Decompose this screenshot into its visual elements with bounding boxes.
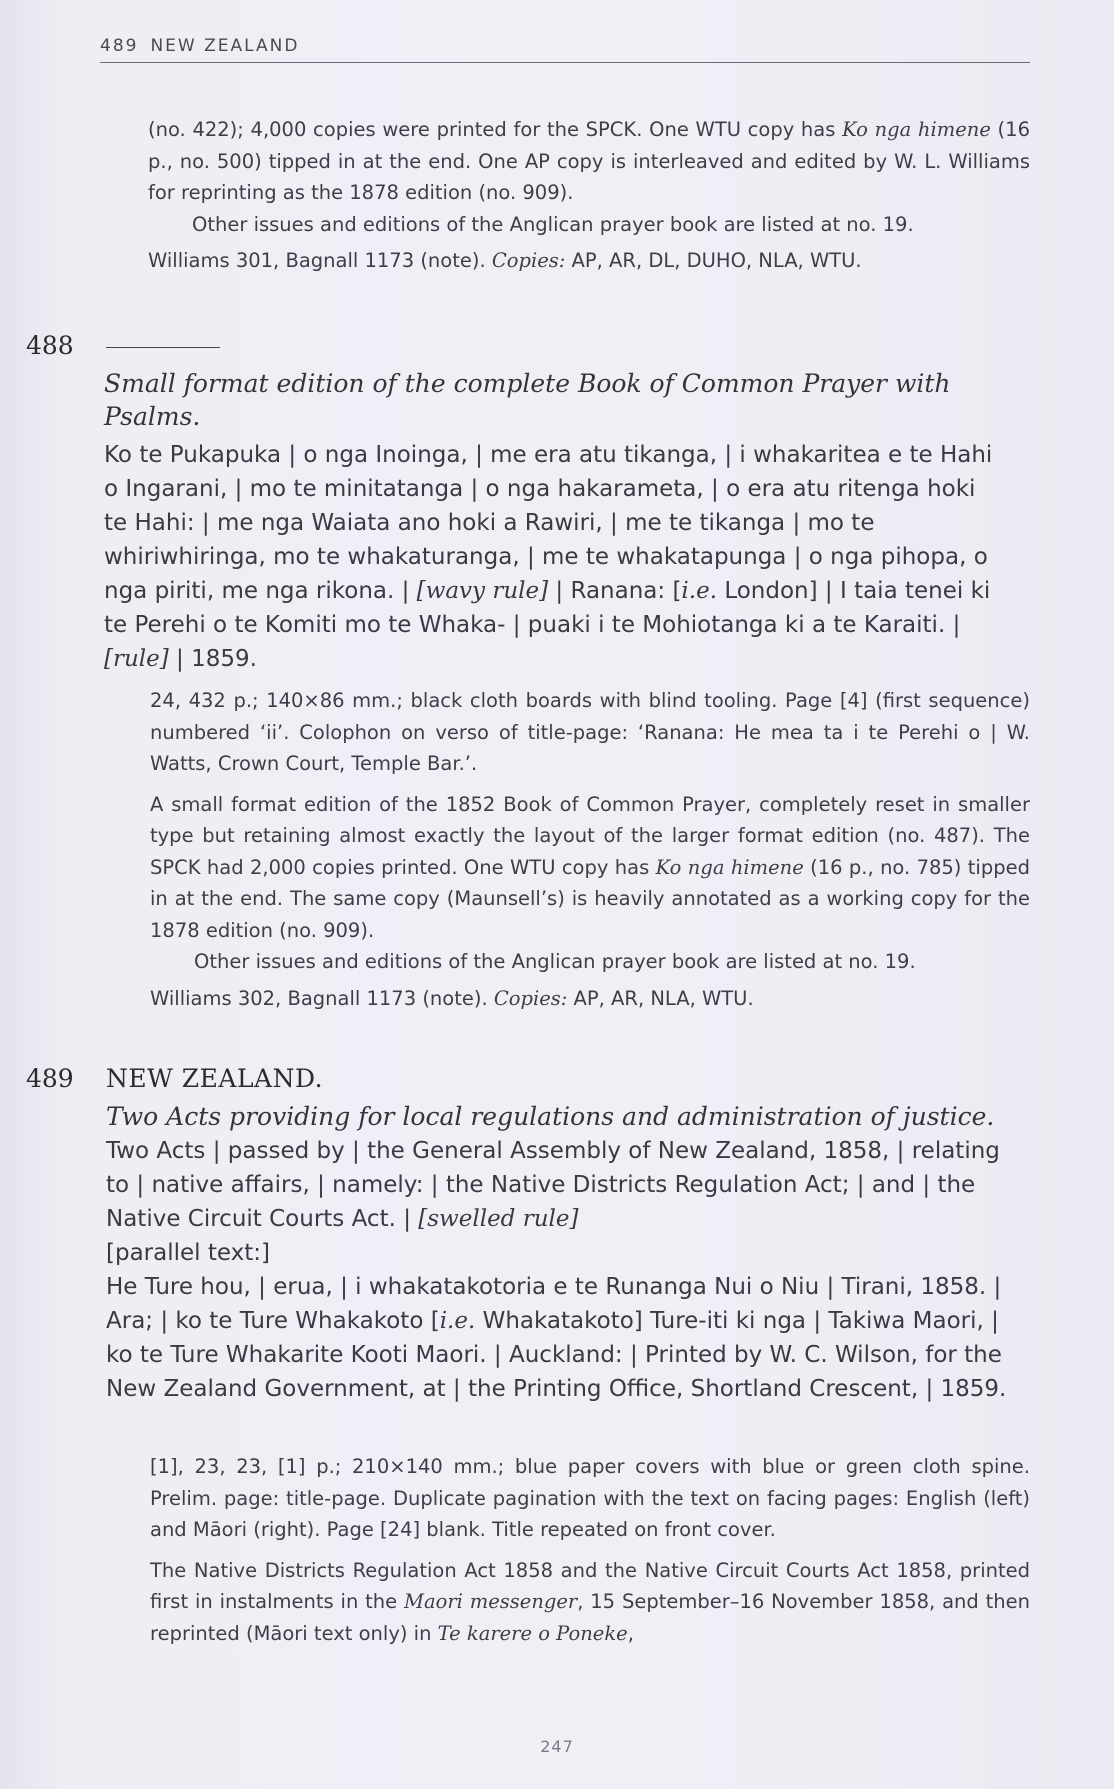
running-head — [100, 36, 1030, 63]
running-head-title: NEW ZEALAND — [150, 36, 300, 56]
prev-note: (no. 422); 4,000 copies were printed for the SPCK. One WTU copy has Ko nga himene (16 p., no. 500) tipped in at the end. One AP copy is interleaved and edited by W. L. Williams for reprinting as the 1878 edition (no. 909). — [148, 118, 1030, 204]
entry-489-notes — [150, 1451, 1030, 1649]
entry-489-note: The Native Districts Regulation Act 1858 and the Native Circuit Courts Act 1858, printed first in instalments in the Maori messenger, 15 September–16 November 1858, and then reprinted (Māori text only) in Te karere o Poneke, — [150, 1558, 1030, 1645]
entry-488-note-2: Other issues and editions of the Anglican prayer book are listed at no. 19. — [194, 950, 916, 973]
entry-489-heading: NEW ZEALAND. — [106, 1064, 324, 1093]
entry-489-collation: [1], 23, 23, [1] p.; 210×140 mm.; blue paper covers with blue or green cloth spine. Prelim. page: title-page. Duplicate pagination with the text on facing pages: English (left) and Māori (right). Page [24] blank. Title repeated on front cover. — [150, 1455, 1030, 1541]
prev-references: Williams 301, Bagnall 1173 (note). Copies: AP, AR, DL, DUHO, NLA, WTU. — [148, 249, 862, 272]
entry-489-summary: Two Acts providing for local regulations and administration of justice. — [106, 1102, 995, 1131]
entry-488-note: A small format edition of the 1852 Book of Common Prayer, completely reset in smaller type but retaining almost exactly the layout of the larger format edition (no. 487). The SPCK had 2,000 copies printed. One WTU copy has Ko nga himene (16 p., no. 785) tipped in at the end. The same copy (Maunsell’s) is heavily annotated as a working copy for the 1878 edition (no. 909). — [150, 792, 1030, 942]
entry-number-489: 489 — [26, 1064, 74, 1093]
page-number: 247 — [540, 1737, 574, 1756]
entry-488-references: Williams 302, Bagnall 1173 (note). Copies: AP, AR, NLA, WTU. — [150, 986, 754, 1010]
running-head-page: 489 — [100, 36, 139, 56]
entry-488-notes — [150, 685, 1030, 1014]
entry-488-summary: Small format edition of the complete Book of Common Prayer with Psalms. — [104, 369, 951, 431]
prev-entry-notes — [148, 114, 1030, 277]
repeat-heading-dash — [106, 347, 220, 348]
entry-488-collation: 24, 432 p.; 140×86 mm.; black cloth boards with blind tooling. Page [4] (first sequence) numbered ‘ii’. Colophon on verso of title-page: ‘Ranana: He mea ta i te Perehi o | W. Watts, Crown Court, Temple Bar.’. — [150, 689, 1030, 775]
entry-489-title-transcription: Two Acts | passed by | the General Assembly of New Zealand, 1858, | relating to | native affairs, | namely: | the Native Districts Regulation Act; | and | the Native Circuit Courts Act. | [swelled rule] [parallel text:] He Ture hou, | erua, | i whakatakotoria e te Runanga Nui o Niu | Tirani, 1858. | Ara; | ko te Ture Whakakoto [i.e. Whakatakoto] Ture-iti ki nga | Takiwa Maori, | ko te Ture Whakarite Kooti Maori. | Auckland: | Printed by W. C. Wilson, for the New Zealand Government, at | the Printing Office, Shortland Crescent, | 1859. — [106, 1138, 1007, 1402]
entry-number-488: 488 — [26, 331, 74, 360]
prev-note-2: Other issues and editions of the Anglican prayer book are listed at no. 19. — [192, 212, 914, 236]
entry-488-title-transcription: Ko te Pukapuka | o nga Inoinga, | me era atu tikanga, | i whakaritea e te Hahi o Ingarani, | mo te minitatanga | o nga hakarameta, | o era atu ritenga hoki te Hahi: | me nga Waiata ano hoki a Rawiri, | me te tikanga | mo te whiriwhiringa, mo te whakaturanga, | me te whakatapunga | o nga pihopa, o nga piriti, me nga rikona. | [wavy rule] | Ranana: [i.e. London] | I taia tenei ki te Perehi o te Komiti mo te Whaka- | puaki i te Mohiotanga ki a te Karaiti. | [rule] | 1859. — [104, 442, 993, 672]
